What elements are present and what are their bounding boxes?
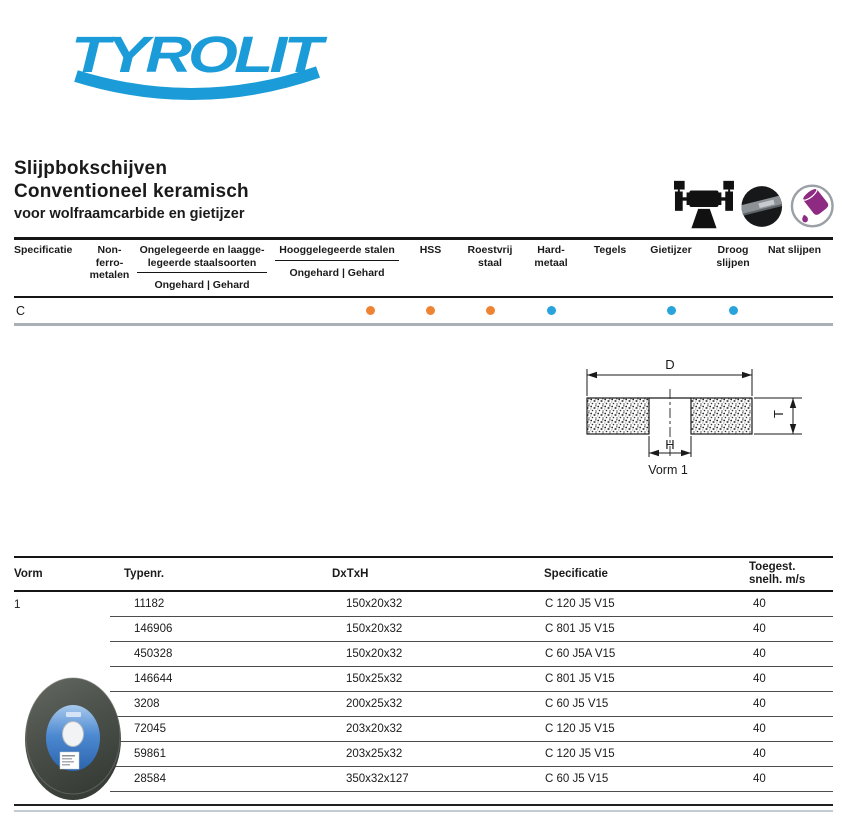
speed-value: 40 bbox=[753, 648, 766, 660]
table-footer bbox=[14, 804, 833, 812]
dot-cell-droog bbox=[702, 306, 764, 315]
blue-suitability-dot bbox=[667, 306, 676, 315]
table-row bbox=[14, 742, 833, 767]
suitability-table bbox=[14, 237, 833, 326]
blue-suitability-dot bbox=[547, 306, 556, 315]
divider bbox=[14, 810, 833, 812]
orange-suitability-dot bbox=[486, 306, 495, 315]
spec-value: C 120 J5 V15 bbox=[545, 598, 615, 610]
grinding-wheel-photo bbox=[22, 676, 126, 809]
speed-value: 40 bbox=[753, 773, 766, 785]
col-vorm: Vorm bbox=[14, 567, 43, 580]
bench-grinder-icon bbox=[674, 180, 734, 232]
dim-d-label: D bbox=[665, 357, 675, 372]
spec-value: C 60 J5 V15 bbox=[545, 698, 609, 710]
dxtxh-value: 150x20x32 bbox=[346, 598, 403, 610]
col-hardmetaal: Hard-metaal bbox=[534, 244, 568, 269]
dot-cell-roestvrij bbox=[458, 306, 522, 315]
page-application-line: voor wolfraamcarbide en gietijzer bbox=[14, 206, 245, 222]
table-row bbox=[14, 692, 833, 717]
table-row bbox=[14, 717, 833, 742]
orange-suitability-dot bbox=[426, 306, 435, 315]
dxtxh-value: 150x20x32 bbox=[346, 623, 403, 635]
col-ongelegeerde-stalen: Ongelegeerde en laagge-legeerde staalsoorten Ongehard | Gehard bbox=[133, 243, 271, 294]
dot-cell-gietijzer bbox=[640, 306, 702, 315]
speed-value: 40 bbox=[753, 698, 766, 710]
speed-value: 40 bbox=[753, 673, 766, 685]
subcol-ongehard-gehard: Ongehard | Gehard bbox=[154, 279, 250, 291]
col-droog-slijpen: Droog slijpen bbox=[716, 244, 750, 269]
orange-suitability-dot bbox=[366, 306, 375, 315]
col-dxtxh: DxTxH bbox=[332, 567, 369, 580]
divider bbox=[14, 804, 833, 806]
application-icons bbox=[674, 178, 834, 234]
tyrolit-logo-icon bbox=[60, 20, 340, 108]
tyrolit-logo bbox=[60, 20, 340, 108]
suitability-header-row bbox=[14, 240, 833, 294]
typenr-value: 28584 bbox=[134, 773, 166, 785]
cast-iron-pouring-crucible-icon bbox=[790, 182, 835, 230]
table-row bbox=[14, 617, 833, 642]
blue-suitability-dot bbox=[729, 306, 738, 315]
col-hooggelegeerde-stalen: Hooggelegeerde stalen Ongehard | Gehard bbox=[271, 243, 403, 294]
dxtxh-value: 203x20x32 bbox=[346, 723, 403, 735]
typenr-value: 146644 bbox=[134, 673, 173, 685]
products-body bbox=[14, 592, 833, 792]
speed-value: 40 bbox=[753, 723, 766, 735]
col-nat-slijpen: Nat slijpen bbox=[767, 244, 822, 256]
spec-value: C 60 J5 V15 bbox=[545, 773, 609, 785]
suitability-row-c bbox=[14, 298, 833, 323]
page-subtitle: Conventioneel keramisch bbox=[14, 181, 249, 202]
typenr-value: 3208 bbox=[134, 698, 160, 710]
col-roestvrij-staal: Roestvrij staal bbox=[467, 244, 513, 269]
col-tegels: Tegels bbox=[593, 244, 627, 256]
page-title: Slijpbokschijven bbox=[14, 158, 168, 179]
col-typenr: Typenr. bbox=[124, 567, 165, 580]
dxtxh-value: 350x32x127 bbox=[346, 773, 409, 785]
title-block bbox=[14, 157, 554, 223]
vorm-caption: Vorm 1 bbox=[648, 463, 688, 477]
table-row bbox=[14, 667, 833, 692]
col-toegest-snelheid: Toegest. snelh. m/s bbox=[749, 561, 806, 586]
wheel-cross-section-diagram bbox=[562, 356, 822, 485]
col-specificatie: Specificatie bbox=[14, 244, 73, 256]
typenr-value: 11182 bbox=[134, 598, 165, 610]
col-hss: HSS bbox=[419, 244, 442, 256]
grinding-wheel-image bbox=[22, 676, 126, 804]
spec-value: C 120 J5 V15 bbox=[545, 723, 615, 735]
speed-value: 40 bbox=[753, 623, 766, 635]
dxtxh-value: 200x25x32 bbox=[346, 698, 403, 710]
products-table bbox=[14, 556, 833, 812]
products-header-row bbox=[14, 558, 833, 590]
vorm-value: 1 bbox=[14, 598, 21, 611]
dim-t-label: T bbox=[771, 410, 786, 418]
typenr-value: 59861 bbox=[134, 748, 166, 760]
table-row bbox=[14, 642, 833, 667]
typenr-value: 146906 bbox=[134, 623, 173, 635]
dxtxh-value: 150x20x32 bbox=[346, 648, 403, 660]
vorm-1-diagram-icon bbox=[562, 356, 822, 480]
col-non-ferro: Non-ferro-metalen bbox=[89, 244, 130, 281]
dxtxh-value: 150x25x32 bbox=[346, 673, 403, 685]
dxtxh-value: 203x25x32 bbox=[346, 748, 403, 760]
spec-value: C 120 J5 V15 bbox=[545, 748, 615, 760]
dot-cell-hardmetaal bbox=[522, 306, 580, 315]
dot-cell-hoog-gehard bbox=[337, 306, 403, 315]
typenr-value: 450328 bbox=[134, 648, 173, 660]
table-row bbox=[14, 592, 833, 617]
spec-value: C 801 J5 V15 bbox=[545, 673, 615, 685]
speed-value: 40 bbox=[753, 748, 766, 760]
dot-cell-hss bbox=[403, 306, 458, 315]
logo-text: TYROLIT bbox=[71, 26, 328, 83]
dim-h-label: H bbox=[665, 437, 675, 452]
typenr-value: 72045 bbox=[134, 723, 166, 735]
col-specificatie: Specificatie bbox=[544, 567, 608, 580]
subcol-ongehard-gehard: Ongehard | Gehard bbox=[289, 266, 385, 279]
col-gietijzer: Gietijzer bbox=[650, 244, 692, 256]
speed-value: 40 bbox=[753, 598, 766, 610]
divider bbox=[14, 323, 833, 326]
spec-label: C bbox=[16, 303, 26, 318]
hardmetal-tool-disc-icon bbox=[740, 184, 784, 229]
table-row bbox=[14, 767, 833, 792]
spec-value: C 60 J5A V15 bbox=[545, 648, 616, 660]
spec-value: C 801 J5 V15 bbox=[545, 623, 615, 635]
